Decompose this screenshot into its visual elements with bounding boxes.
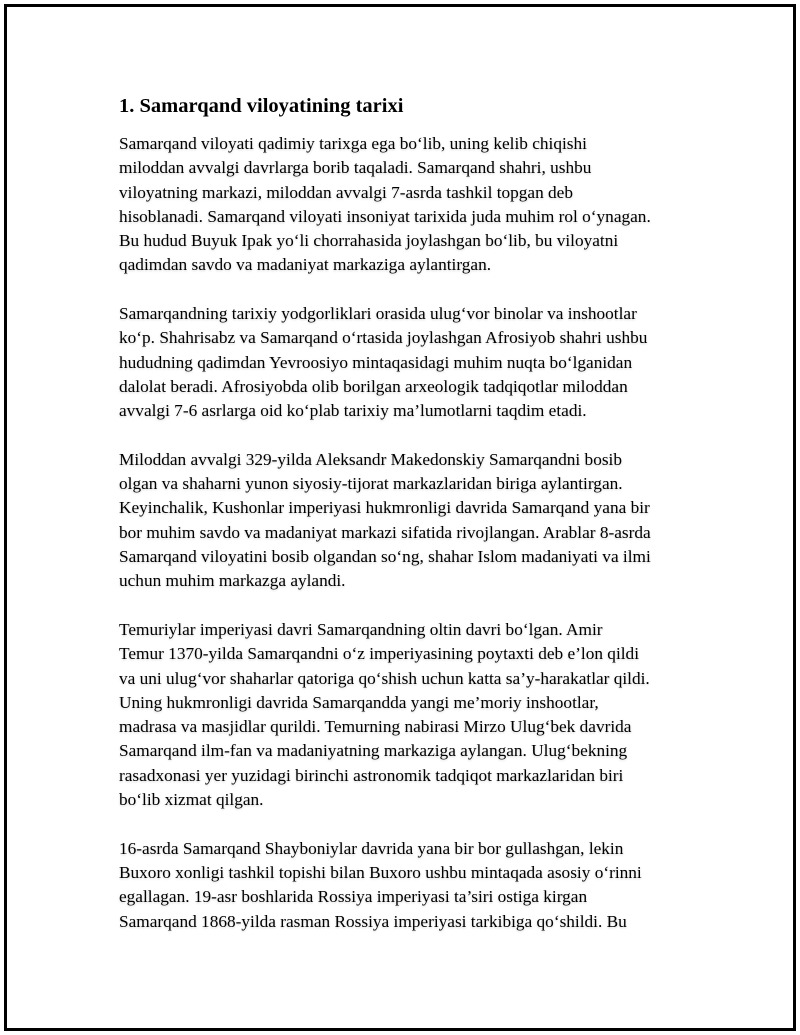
paragraph xyxy=(119,618,694,812)
paragraph-line: Miloddan avvalgi 329-yilda Aleksandr Makedonskiy Samarqandni bosib xyxy=(119,449,622,469)
paragraph-line: Samarqand ilm-fan va madaniyatning markaziga aylangan. Ulug‘bekning xyxy=(119,741,628,761)
paragraph xyxy=(119,132,694,278)
paragraph-line: Bu hudud Buyuk Ipak yo‘li chorrahasida joylashgan bo‘lib, bu viloyatni xyxy=(119,231,619,251)
paragraph-line: Temur 1370-yilda Samarqandni o‘z imperiyasining poytaxti deb e’lon qildi xyxy=(119,644,639,664)
paragraph-line: bo‘lib xizmat qilgan. xyxy=(119,790,264,810)
paragraph-line: Temuriylar imperiyasi davri Samarqandning oltin davri bo‘lgan. Amir xyxy=(119,619,603,639)
paragraph-line: Keyinchalik, Kushonlar imperiyasi hukmronligi davrida Samarqand yana bir xyxy=(119,498,650,518)
paragraph-line: egallagan. 19-asr boshlarida Rossiya imperiyasi ta’siri ostiga kirgan xyxy=(119,887,588,907)
paragraph-line: Samarqand viloyati qadimiy tarixga ega bo‘lib, uning kelib chiqishi xyxy=(119,134,587,153)
paragraph-line: hisoblanadi. Samarqand viloyati insoniyat tarixida juda muhim rol o‘ynagan. xyxy=(119,206,651,226)
paragraph-line: dalolat beradi. Afrosiyobda olib borilgan arxeologik tadqiqotlar miloddan xyxy=(119,376,628,396)
paragraph-line: viloyatning markazi, miloddan avvalgi 7-asrda tashkil topgan deb xyxy=(119,182,573,202)
paragraph-line: olgan va shaharni yunon siyosiy-tijorat markazlaridan biriga aylantirgan. xyxy=(119,474,623,494)
paragraph xyxy=(119,448,694,594)
paragraph-line: avvalgi 7-6 asrlarga oid ko‘plab tarixiy ma’lumotlarni taqdim etadi. xyxy=(119,401,587,421)
paragraph-line: rasadxonasi yer yuzidagi birinchi astronomik tadqiqot markazlaridan biri xyxy=(119,765,624,785)
paragraph-line: miloddan avvalgi davrlarga borib taqaladi. Samarqand shahri, ushbu xyxy=(119,158,592,178)
paragraph-line: uchun muhim markazga aylandi. xyxy=(119,571,346,591)
paragraph-list xyxy=(119,132,694,934)
paragraph-line: hududning qadimdan Yevroosiyo mintaqasidagi muhim nuqta bo‘lganidan xyxy=(119,352,633,372)
paragraph-line: va uni ulug‘vor shaharlar qatoriga qo‘shish uchun katta sa’y-harakatlar qildi. xyxy=(119,668,650,688)
paragraph-line: qadimdan savdo va madaniyat markaziga aylantirgan. xyxy=(119,255,492,275)
paragraph-line: Samarqand 1868-yilda rasman Rossiya imperiyasi tarkibiga qo‘shildi. Bu xyxy=(119,911,627,931)
document-body xyxy=(119,92,694,958)
paragraph-line: Samarqandning tarixiy yodgorliklari orasida ulug‘vor binolar va inshootlar xyxy=(119,304,637,324)
paragraph xyxy=(119,302,694,423)
paragraph-line: ko‘p. Shahrisabz va Samarqand o‘rtasida joylashgan Afrosiyob shahri ushbu xyxy=(119,328,648,348)
paragraph-line: madrasa va masjidlar qurildi. Temurning nabirasi Mirzo Ulug‘bek davrida xyxy=(119,717,632,737)
paragraph-line: Uning hukmronligi davrida Samarqandda yangi me’moriy inshootlar, xyxy=(119,692,599,712)
paragraph xyxy=(119,837,694,934)
paragraph-line: Samarqand viloyatini bosib olgandan so‘ng, shahar Islom madaniyati va ilmi xyxy=(119,547,651,567)
section-title: 1. Samarqand viloyatining tarixi xyxy=(119,95,404,117)
paragraph-line: Buxoro xonligi tashkil topishi bilan Buxoro ushbu mintaqada asosiy o‘rinni xyxy=(119,862,642,882)
paragraph-line: bor muhim savdo va madaniyat markazi sifatida rivojlangan. Arablar 8-asrda xyxy=(119,522,651,542)
paragraph-line: 16-asrda Samarqand Shayboniylar davrida yana bir bor gullashgan, lekin xyxy=(119,838,624,858)
